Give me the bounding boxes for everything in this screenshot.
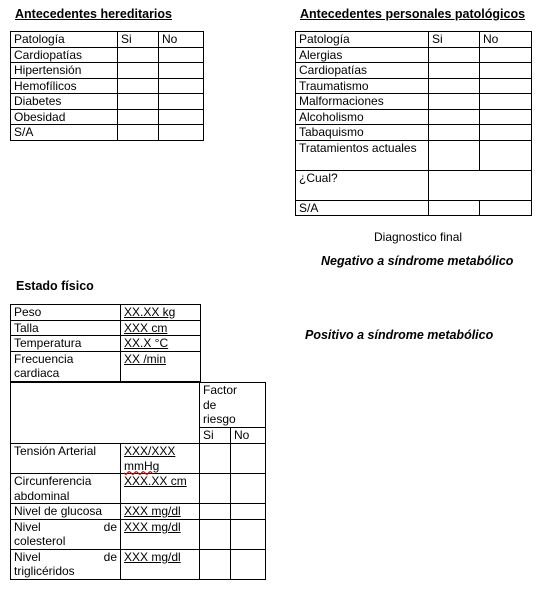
table-row	[296, 200, 532, 216]
table-row	[296, 140, 532, 170]
row-label: S/A	[296, 200, 429, 216]
label-word: triglicéridos	[14, 564, 75, 578]
table-row	[11, 549, 266, 579]
diagnosis-negative: Negativo a síndrome metabólico	[321, 254, 514, 268]
checkbox-si[interactable]	[118, 63, 159, 79]
label-word: colesterol	[14, 534, 66, 548]
checkbox-no[interactable]	[480, 200, 532, 216]
table-row	[11, 444, 266, 474]
treatments-label: Tratamientos actuales	[296, 140, 429, 170]
row-label: Cardiopatías	[11, 47, 118, 63]
table-row	[11, 63, 204, 79]
checkbox-no[interactable]	[480, 94, 532, 110]
row-label: S/A	[11, 125, 118, 141]
label-word: Nivel	[14, 549, 41, 564]
table-row	[296, 78, 532, 94]
checkbox-si[interactable]	[200, 504, 231, 520]
measure-label: Circunferencia abdominal	[11, 474, 121, 504]
table-row	[11, 109, 204, 125]
checkbox-no[interactable]	[159, 94, 204, 110]
checkbox-no[interactable]	[231, 519, 266, 549]
table-row	[11, 78, 204, 94]
table-row	[11, 305, 201, 321]
checkbox-si[interactable]	[200, 519, 231, 549]
personal-table	[295, 31, 532, 216]
vital-value: XX.X °C	[121, 336, 201, 352]
vital-value: XXX cm	[121, 320, 201, 336]
checkbox-si[interactable]	[429, 200, 480, 216]
bp-value-2: mmHg	[124, 458, 160, 473]
row-label: Alergias	[296, 47, 429, 63]
row-label: Alcoholismo	[296, 109, 429, 125]
table-row	[11, 519, 266, 549]
checkbox-no[interactable]	[159, 109, 204, 125]
diagnosis-positive: Positivo a síndrome metabólico	[305, 328, 494, 342]
table-row	[11, 504, 266, 520]
measure-value: XXX mg/dl	[121, 549, 200, 579]
measure-value: XXX mg/dl	[121, 504, 200, 520]
row-label: Diabetes	[11, 94, 118, 110]
checkbox-si[interactable]	[429, 109, 480, 125]
measures-table	[10, 382, 266, 580]
table-row	[296, 94, 532, 110]
diagnosis-label: Diagnostico final	[374, 230, 463, 244]
blank-cell	[11, 383, 200, 444]
header-si: Si	[118, 32, 159, 48]
row-label: Cardiopatías	[296, 63, 429, 79]
table-row	[11, 125, 204, 141]
table-row	[296, 170, 532, 200]
risk-factor-text: Factor de riesgo	[203, 383, 238, 426]
table-row	[11, 474, 266, 504]
table-header-row	[296, 32, 532, 48]
checkbox-no[interactable]	[159, 78, 204, 94]
vital-label: Talla	[11, 320, 121, 336]
checkbox-no[interactable]	[231, 444, 266, 474]
checkbox-si[interactable]	[429, 47, 480, 63]
checkbox-si[interactable]	[429, 94, 480, 110]
checkbox-no[interactable]	[159, 63, 204, 79]
measure-value: XXX mg/dl	[121, 519, 200, 549]
risk-si: Si	[200, 428, 231, 444]
vital-label: Frecuencia cardiaca	[11, 351, 121, 381]
table-row	[11, 320, 201, 336]
personal-title: Antecedentes personales patológicos	[300, 7, 526, 21]
checkbox-si[interactable]	[429, 78, 480, 94]
checkbox-no[interactable]	[480, 78, 532, 94]
table-row	[296, 63, 532, 79]
checkbox-no[interactable]	[480, 47, 532, 63]
hereditary-title: Antecedentes hereditarios	[15, 7, 172, 21]
checkbox-si[interactable]	[118, 125, 159, 141]
checkbox-si[interactable]	[429, 63, 480, 79]
header-patologia: Patología	[296, 32, 429, 48]
checkbox-no[interactable]	[231, 474, 266, 504]
checkbox-si[interactable]	[200, 474, 231, 504]
measure-label	[11, 549, 121, 579]
checkbox-no[interactable]	[480, 140, 532, 170]
vital-label: Temperatura	[11, 336, 121, 352]
checkbox-no[interactable]	[159, 125, 204, 141]
header-si: Si	[429, 32, 480, 48]
vital-value: XX.XX kg	[121, 305, 201, 321]
checkbox-si[interactable]	[429, 125, 480, 141]
checkbox-no[interactable]	[231, 504, 266, 520]
table-row	[296, 125, 532, 141]
table-row	[11, 336, 201, 352]
checkbox-si[interactable]	[200, 549, 231, 579]
checkbox-no[interactable]	[231, 549, 266, 579]
measure-value: XXX.XX cm	[121, 474, 200, 504]
risk-factor-label	[200, 383, 266, 428]
table-row	[11, 47, 204, 63]
bp-value-1: XXX/XXX	[124, 444, 176, 458]
header-patologia: Patología	[11, 32, 118, 48]
checkbox-no[interactable]	[480, 109, 532, 125]
row-label: Traumatismo	[296, 78, 429, 94]
physical-title: Estado físico	[16, 279, 94, 293]
checkbox-no[interactable]	[480, 125, 532, 141]
checkbox-si[interactable]	[200, 444, 231, 474]
table-header-row	[11, 32, 204, 48]
label-word: de	[103, 519, 117, 534]
row-label: Tabaquismo	[296, 125, 429, 141]
table-row	[11, 351, 201, 381]
checkbox-si[interactable]	[118, 109, 159, 125]
risk-no: No	[231, 428, 266, 444]
checkbox-si[interactable]	[118, 94, 159, 110]
table-row	[296, 109, 532, 125]
row-label: Malformaciones	[296, 94, 429, 110]
checkbox-si[interactable]	[118, 47, 159, 63]
checkbox-no[interactable]	[159, 47, 204, 63]
header-no: No	[159, 32, 204, 48]
checkbox-no[interactable]	[480, 63, 532, 79]
measure-label	[11, 519, 121, 549]
vital-value: XX /min	[121, 351, 201, 381]
checkbox-si[interactable]	[118, 78, 159, 94]
hereditary-table	[10, 31, 204, 141]
header-no: No	[480, 32, 532, 48]
risk-header-row	[11, 383, 266, 428]
row-label: Obesidad	[11, 109, 118, 125]
vital-label: Peso	[11, 305, 121, 321]
which-field[interactable]	[429, 170, 532, 200]
row-label: Hipertensión	[11, 63, 118, 79]
which-label: ¿Cual?	[296, 170, 429, 200]
table-row	[11, 94, 204, 110]
measure-value	[121, 444, 200, 474]
label-word: Nivel	[14, 519, 41, 534]
table-row	[296, 47, 532, 63]
measure-label: Nivel de glucosa	[11, 504, 121, 520]
measure-label: Tensión Arterial	[11, 444, 121, 474]
label-word: de	[103, 549, 117, 564]
row-label: Hemofílicos	[11, 78, 118, 94]
checkbox-si[interactable]	[429, 140, 480, 170]
vitals-table	[10, 304, 201, 382]
